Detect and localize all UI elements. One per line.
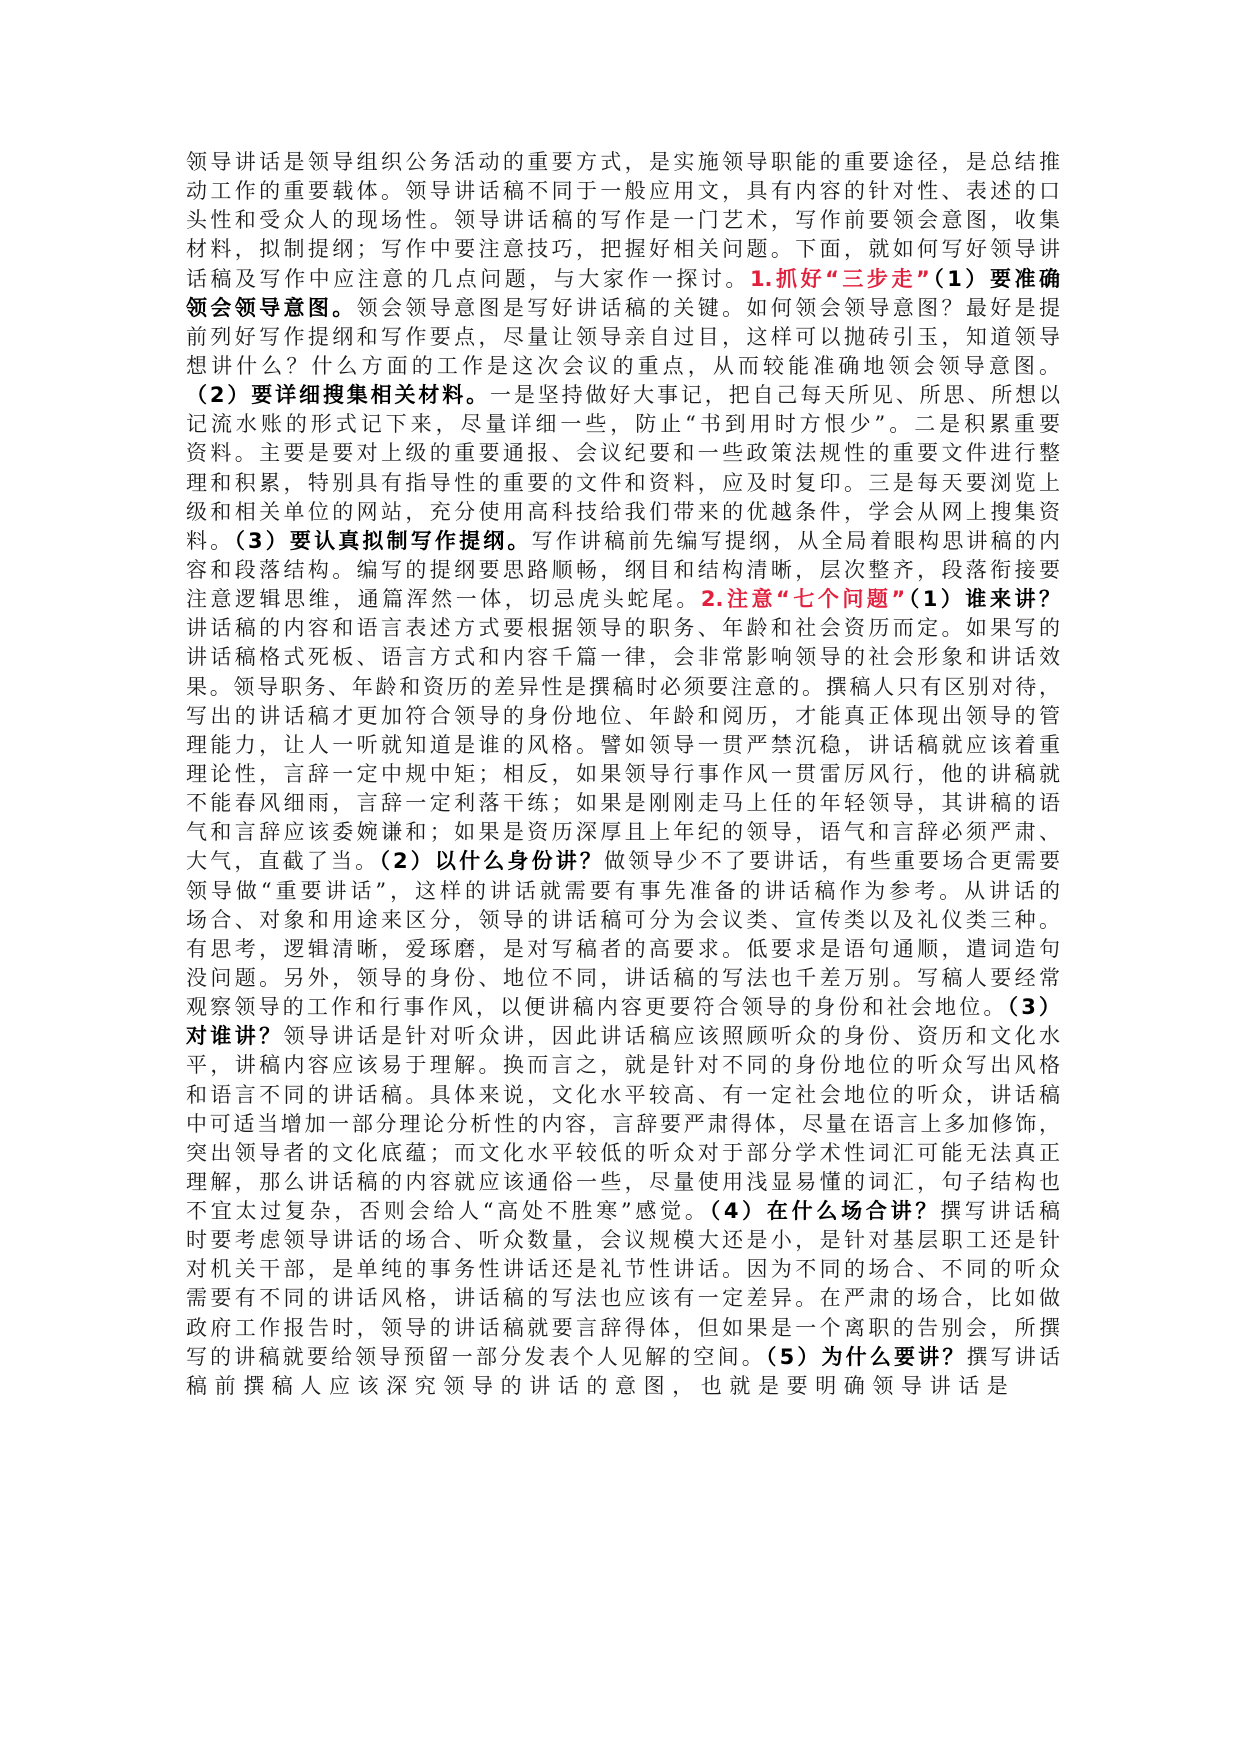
body-text: 稿前撰稿人应该深究领导的讲话的意图，也就是要明确领导讲话是 — [186, 1373, 1016, 1398]
body-text: 资料。主要是要对上级的重要通报、会议纪要和一些政策法规性的重要文件进行整 — [186, 441, 1060, 466]
text-line — [186, 643, 1060, 672]
section-heading: 1.抓好“三步走” — [749, 266, 930, 291]
bold-subheading: （2）要详细搜集相关材料。 — [186, 383, 490, 408]
text-line — [186, 1372, 1060, 1401]
text-line — [186, 1168, 1060, 1197]
bold-subheading: （5）为什么要讲？ — [765, 1344, 967, 1369]
text-line — [186, 177, 1060, 206]
text-line — [186, 1255, 1060, 1284]
body-text: 材料，拟制提纲；写作中要注意技巧，把握好相关问题。下面，就如何写好领导讲 — [186, 237, 1060, 262]
body-text: 果。领导职务、年龄和资历的差异性是撰稿时必须要注意的。撰稿人只有区别对待， — [186, 674, 1060, 699]
body-text: 领导做“重要讲话”，这样的讲话就需要有事先准备的讲话稿作为参考。从讲话的 — [186, 878, 1060, 903]
bold-subheading: （1）谁来讲？ — [905, 587, 1060, 612]
body-text: 级和相关单位的网站，充分使用高科技给我们带来的优越条件，学会从网上搜集资 — [186, 499, 1060, 524]
bold-subheading: 对谁讲？ — [186, 1024, 284, 1049]
text-line — [186, 352, 1060, 381]
body-text: 平，讲稿内容应该易于理解。换而言之，就是针对不同的身份地位的听众写出风格 — [186, 1053, 1060, 1078]
document-body — [186, 148, 1060, 1401]
body-text: 动工作的重要载体。领导讲话稿不同于一般应用文，具有内容的针对性、表述的口 — [186, 179, 1060, 204]
body-text: 写的讲稿就要给领导预留一部分发表个人见解的空间。 — [186, 1344, 766, 1369]
body-text: 理论性，言辞一定中规中矩；相反，如果领导行事作风一贯雷厉风行，他的讲稿就 — [186, 761, 1060, 786]
body-text: 对机关干部，是单纯的事务性讲话还是礼节性讲话。因为不同的场合、不同的听众 — [186, 1257, 1060, 1282]
text-line — [186, 877, 1060, 906]
body-text: 没问题。另外，领导的身份、地位不同，讲话稿的写法也千差万别。写稿人要经常 — [186, 965, 1060, 990]
body-text: 讲话稿格式死板、语言方式和内容千篇一律，会非常影响领导的社会形象和讲话效 — [186, 645, 1060, 670]
body-text: 想讲什么？什么方面的工作是这次会议的重点，从而较能准确地领会领导意图。 — [186, 353, 1060, 378]
body-text: 领会领导意图是写好讲话稿的关键。如何领会领导意图？最好是提 — [356, 295, 1061, 320]
body-text: 一是坚持做好大事记，把自己每天所见、所思、所想以 — [489, 383, 1060, 408]
body-text: 领导讲话是针对听众讲，因此讲话稿应该照顾听众的身份、资历和文化水 — [283, 1024, 1061, 1049]
text-line — [186, 1110, 1060, 1139]
bold-subheading: 领会领导意图。 — [186, 295, 357, 320]
body-text: 不宜太过复杂，否则会给人“高处不胜寒”感觉。 — [186, 1199, 710, 1224]
text-line — [186, 760, 1060, 789]
text-line — [186, 1051, 1060, 1080]
body-text: 料。 — [186, 528, 235, 553]
body-text: 话稿及写作中应注意的几点问题，与大家作一探讨。 — [186, 266, 750, 291]
text-line — [186, 1197, 1060, 1226]
text-line — [186, 614, 1060, 643]
text-line — [186, 527, 1060, 556]
bold-subheading: （3）要认真拟制写作提纲。 — [234, 528, 532, 553]
text-line — [186, 556, 1060, 585]
text-line — [186, 731, 1060, 760]
text-line — [186, 1081, 1060, 1110]
body-text: 理和积累，特别具有指导性的重要的文件和资料，应及时复印。三是每天要浏览上 — [186, 470, 1060, 495]
body-text: 有思考，逻辑清晰，爱琢磨，是对写稿者的高要求。低要求是语句通顺，遣词造句 — [186, 936, 1060, 961]
text-line — [186, 1226, 1060, 1255]
text-line — [186, 439, 1060, 468]
text-line — [186, 673, 1060, 702]
text-line — [186, 323, 1060, 352]
text-line — [186, 148, 1060, 177]
bold-subheading: （4）在什么场合讲？ — [709, 1199, 941, 1224]
text-line — [186, 498, 1060, 527]
body-text: 理能力，让人一听就知道是谁的风格。譬如领导一贯严禁沉稳，讲话稿就应该着重 — [186, 732, 1060, 757]
body-text: 气和言辞应该委婉谦和；如果是资历深厚且上年纪的领导，语气和言辞必须严肃、 — [186, 820, 1060, 845]
body-text: 观察领导的工作和行事作风，以便讲稿内容更要符合领导的身份和社会地位。 — [186, 995, 1008, 1020]
text-line — [186, 1139, 1060, 1168]
body-text: 场合、对象和用途来区分，领导的讲话稿可分为会议类、宣传类以及礼仪类三种。 — [186, 907, 1060, 932]
body-text: 理解，那么讲话稿的内容就应该通俗一些，尽量使用浅显易懂的词汇，句子结构也 — [186, 1169, 1060, 1194]
text-line — [186, 818, 1060, 847]
body-text: 讲话稿的内容和语言表述方式要根据领导的职务、年龄和社会资历而定。如果写的 — [186, 616, 1060, 641]
body-text: 撰写讲话稿 — [940, 1199, 1060, 1224]
body-text: 注意逻辑思维，通篇浑然一体，切忌虎头蛇尾。 — [186, 587, 701, 612]
body-text: 大气，直截了当。 — [186, 849, 380, 874]
text-line — [186, 964, 1060, 993]
text-line — [186, 206, 1060, 235]
body-text: 和语言不同的讲话稿。具体来说，文化水平较高、有一定社会地位的听众，讲话稿 — [186, 1082, 1060, 1107]
body-text: 时要考虑领导讲话的场合、听众数量，会议规模大还是小，是针对基层职工还是针 — [186, 1228, 1060, 1253]
text-line — [186, 235, 1060, 264]
body-text: 不能春风细雨，言辞一定利落干练；如果是刚刚走马上任的年轻领导，其讲稿的语 — [186, 791, 1060, 816]
body-text: 突出领导者的文化底蕴；而文化水平较低的听众对于部分学术性词汇可能无法真正 — [186, 1140, 1060, 1165]
text-line — [186, 294, 1060, 323]
body-text: 前列好写作提纲和写作要点，尽量让领导亲自过目，这样可以抛砖引玉，知道领导 — [186, 324, 1060, 349]
text-line — [186, 935, 1060, 964]
body-text: 中可适当增加一部分理论分析性的内容，言辞要严肃得体，尽量在语言上多加修饰， — [186, 1111, 1060, 1136]
bold-subheading: （2）以什么身份讲？ — [379, 849, 605, 874]
text-line — [186, 381, 1060, 410]
body-text: 领导讲话是领导组织公务活动的重要方式，是实施领导职能的重要途径，是总结推 — [186, 150, 1060, 174]
body-text: 记流水账的形式记下来，尽量详细一些，防止“书到用时方恨少”。二是积累重要 — [186, 412, 1060, 437]
bold-subheading: （3） — [1007, 995, 1060, 1020]
text-line — [186, 993, 1060, 1022]
text-line — [186, 1343, 1060, 1372]
body-text: 政府工作报告时，领导的讲话稿就要言辞得体，但如果是一个离职的告别会，所撰 — [186, 1315, 1060, 1340]
body-text: 写作讲稿前先编写提纲，从全局着眼构思讲稿的内 — [531, 528, 1060, 553]
body-text: 需要有不同的讲话风格，讲话稿的写法也应该有一定差异。在严肃的场合，比如做 — [186, 1286, 1060, 1311]
body-text: 做领导少不了要讲话，有些重要场合更需要 — [604, 849, 1060, 874]
body-text: 撰写讲话 — [966, 1344, 1061, 1369]
text-line — [186, 410, 1060, 439]
body-text: 容和段落结构。编写的提纲要思路顺畅，纲目和结构清晰，层次整齐，段落衔接要 — [186, 557, 1060, 582]
body-text: 头性和受众人的现场性。领导讲话稿的写作是一门艺术，写作前要领会意图，收集 — [186, 208, 1060, 233]
text-line — [186, 469, 1060, 498]
text-line — [186, 1022, 1060, 1051]
text-line — [186, 702, 1060, 731]
text-line — [186, 1314, 1060, 1343]
text-line — [186, 847, 1060, 876]
text-line — [186, 585, 1060, 614]
body-text: 写出的讲话稿才更加符合领导的身份地位、年龄和阅历，才能真正体现出领导的管 — [186, 703, 1060, 728]
text-line — [186, 906, 1060, 935]
text-line — [186, 265, 1060, 294]
bold-subheading: （1）要准确 — [929, 266, 1060, 291]
text-line — [186, 789, 1060, 818]
section-heading: 2.注意“七个问题” — [700, 587, 906, 612]
text-line — [186, 1284, 1060, 1313]
